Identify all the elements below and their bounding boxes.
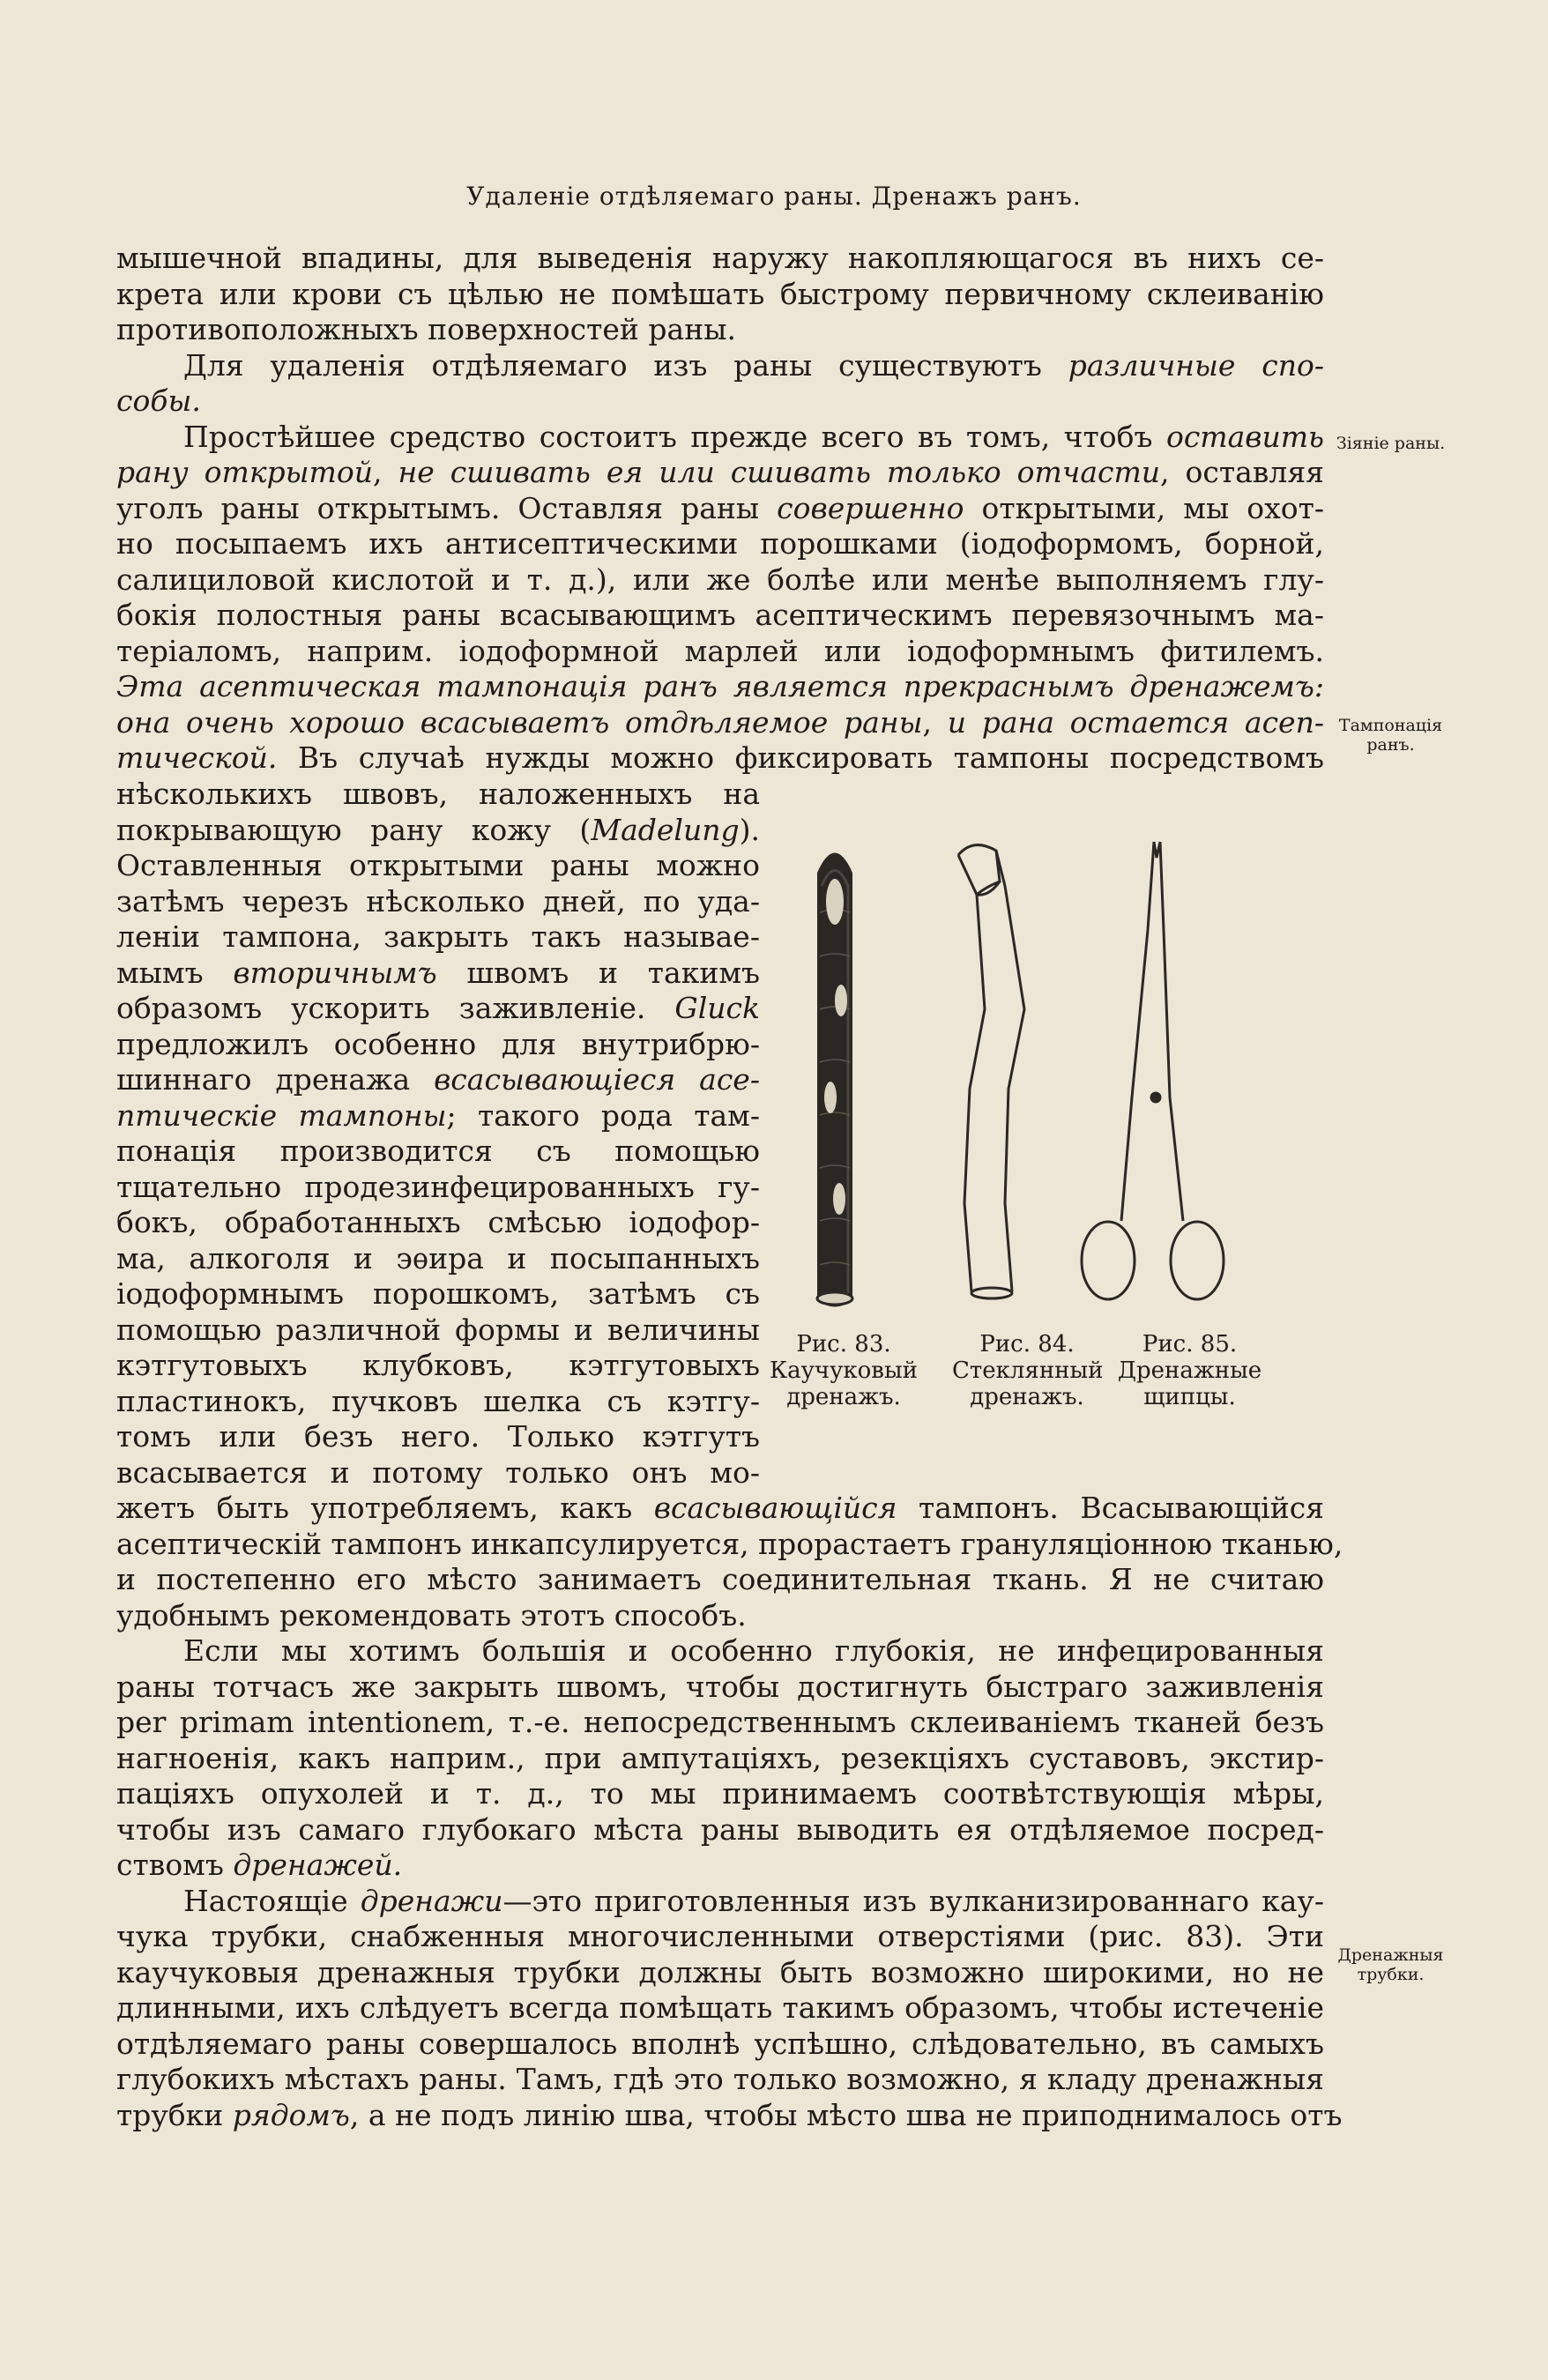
text-line: крета или крови съ цѣлью не помѣшать быстрому первичному склеиванію [116, 276, 1324, 311]
text-line: и постепенно его мѣсто занимаетъ соединительная ткань. Я не считаю [116, 1562, 1324, 1596]
rubber-drain-tube-icon [817, 853, 852, 1307]
text-line: собы. [116, 383, 201, 418]
text-line: длинными, ихъ слѣдуетъ всегда помѣщать такимъ образомъ, чтобы истеченіе [116, 1990, 1324, 2025]
text-line: шиннаго дренажа всасывающіеся асе- [116, 1062, 760, 1097]
text-line: нагноенія, какъ наприм., при ампутаціяхъ, резекціяхъ суставовъ, экстир- [116, 1740, 1324, 1775]
text-line: ствомъ дренажей. [116, 1848, 403, 1882]
text-line: образомъ ускорить заживленіе. Gluck [116, 991, 760, 1025]
drainage-forceps-icon [1082, 842, 1224, 1299]
figures-illustration [769, 833, 1280, 1327]
margin-note-tamponazia: Тампонація ранъ. [1338, 716, 1443, 755]
text-line: іодоформнымъ порошкомъ, затѣмъ съ [116, 1276, 760, 1311]
text-line: пластинокъ, пучковъ шелка съ кэтгу- [116, 1383, 760, 1418]
margin-note-zianie: Зіяніе раны. [1336, 434, 1446, 453]
text-line: всасывается и потому только онъ мо- [116, 1454, 760, 1490]
text-line: жетъ быть употребляемъ, какъ всасывающійся тампонъ. Всасывающійся [116, 1491, 1324, 1525]
text-line: уголъ раны открытымъ. Оставляя раны совершенно открытыми, мы охот- [116, 490, 1324, 525]
text-line: рану открытой, не сшивать ея или сшивать только отчасти, оставляя [116, 455, 1324, 489]
text-line: удобнымъ рекомендовать этотъ способъ. [116, 1597, 747, 1633]
text-line: помощью различной формы и величины [116, 1312, 760, 1347]
text-line: per primam intentionem, т.-е. непосредственнымъ склеиваніемъ тканей безъ [116, 1705, 1324, 1739]
text-line: понація производится съ помощью [116, 1134, 760, 1168]
text-line: бокъ, обработанныхъ смѣсью іодофор- [116, 1205, 760, 1239]
text-line: Простѣйшее средство состоитъ прежде всего въ томъ, чтобъ оставить [183, 419, 1324, 454]
text-line: кэтгутовыхъ клубковъ, кэтгутовыхъ [116, 1348, 760, 1382]
text-line: птическіе тампоны; такого рода там- [116, 1097, 760, 1133]
text-line: каучуковыя дренажныя трубки должны быть возможно широкими, но не [116, 1954, 1324, 1990]
text-line: бокія полостныя раны всасывающимъ асептическимъ перевязочнымъ ма- [116, 598, 1324, 632]
text-line: покрывающую рану кожу (Madelung). [116, 812, 760, 847]
paragraph-intro [116, 241, 1324, 777]
text-line: противоположныхъ поверхностей раны. [116, 312, 736, 346]
text-line: нѣсколькихъ швовъ, наложенныхъ на [116, 777, 760, 811]
figure-caption-84: Рис. 84. Стеклянный дренажъ. [952, 1331, 1104, 1410]
paragraph-closing [116, 1491, 1343, 2133]
figure-caption-85: Рис. 85. Дренажные щипцы. [1117, 1331, 1262, 1410]
text-line: отдѣляемаго раны совершалось вполнѣ успѣшно, слѣдовательно, въ самыхъ [116, 2026, 1324, 2061]
text-line: чтобы изъ самаго глубокаго мѣста раны выводить ея отдѣляемое посред- [116, 1811, 1324, 1847]
figures-group [769, 833, 1280, 1327]
glass-drain-tube-icon [958, 845, 1024, 1298]
text-line: салициловой кислотой и т. д.), или же болѣе или менѣе выполняемъ глу- [116, 562, 1324, 597]
text-line: предложилъ особенно для внутрибрю- [116, 1026, 760, 1061]
text-line: она очень хорошо всасываетъ отдѣляемое раны, и рана остается асеп- [116, 704, 1324, 740]
text-line: теріаломъ, наприм. іодоформной марлей или іодоформнымъ фитилемъ. [116, 633, 1324, 668]
margin-note-drenazh: Дренажныя трубки. [1337, 1945, 1444, 1984]
text-line: ма, алкоголя и эѳира и посыпанныхъ [116, 1240, 760, 1276]
text-line: мымъ вторичнымъ швомъ и такимъ [116, 955, 760, 990]
text-line: глубокихъ мѣстахъ раны. Тамъ, гдѣ это только возможно, я кладу дренажныя [116, 2062, 1324, 2096]
text-line: паціяхъ опухолей и т. д., то мы принимаемъ соотвѣтствующія мѣры, [116, 1776, 1324, 1811]
text-line: чука трубки, снабженныя многочисленными отверстіями (рис. 83). Эти [116, 1919, 1324, 1953]
figure-caption-83: Рис. 83. Каучуковый дренажъ. [770, 1331, 918, 1410]
paragraph-narrow-column [116, 777, 760, 1491]
text-line: раны тотчасъ же закрыть швомъ, чтобы достигнуть быстраго заживленія [116, 1669, 1324, 1704]
text-line: Эта асептическая тампонація ранъ является прекраснымъ дренажемъ: [116, 669, 1324, 703]
text-line: леніи тампона, закрыть такъ называе- [116, 919, 760, 954]
text-line: трубки рядомъ, а не подъ линію шва, чтобы мѣсто шва не приподнималось отъ [116, 2097, 1343, 2132]
text-line: тической. Въ случаѣ нужды можно фиксировать тампоны посредствомъ [116, 740, 1324, 775]
text-line: Оставленныя открытыми раны можно [116, 848, 760, 882]
text-line: томъ или безъ него. Только кэтгутъ [116, 1419, 760, 1454]
text-line: асептическій тампонъ инкапсулируется, прорастаетъ грануляціонною тканью, [116, 1526, 1343, 1561]
text-line: тщательно продезинфецированныхъ гу- [116, 1169, 760, 1204]
text-line: Если мы хотимъ большія и особенно глубокія, не инфецированныя [183, 1633, 1324, 1668]
text-line: Для удаленія отдѣляемаго изъ раны существуютъ различные спо- [183, 347, 1325, 383]
text-line: затѣмъ черезъ нѣсколько дней, по уда- [116, 883, 760, 919]
running-head: Удаленіе отдѣляемаго раны. Дренажъ ранъ. [466, 182, 1082, 211]
text-line: Настоящіе дренажи—это приготовленныя изъ вулканизированнаго кау- [183, 1883, 1324, 1918]
text-line: мышечной впадины, для выведенія наружу накопляющагося въ нихъ се- [116, 241, 1324, 275]
text-line: но посыпаемъ ихъ антисептическими порошками (іодоформомъ, борной, [116, 526, 1324, 561]
